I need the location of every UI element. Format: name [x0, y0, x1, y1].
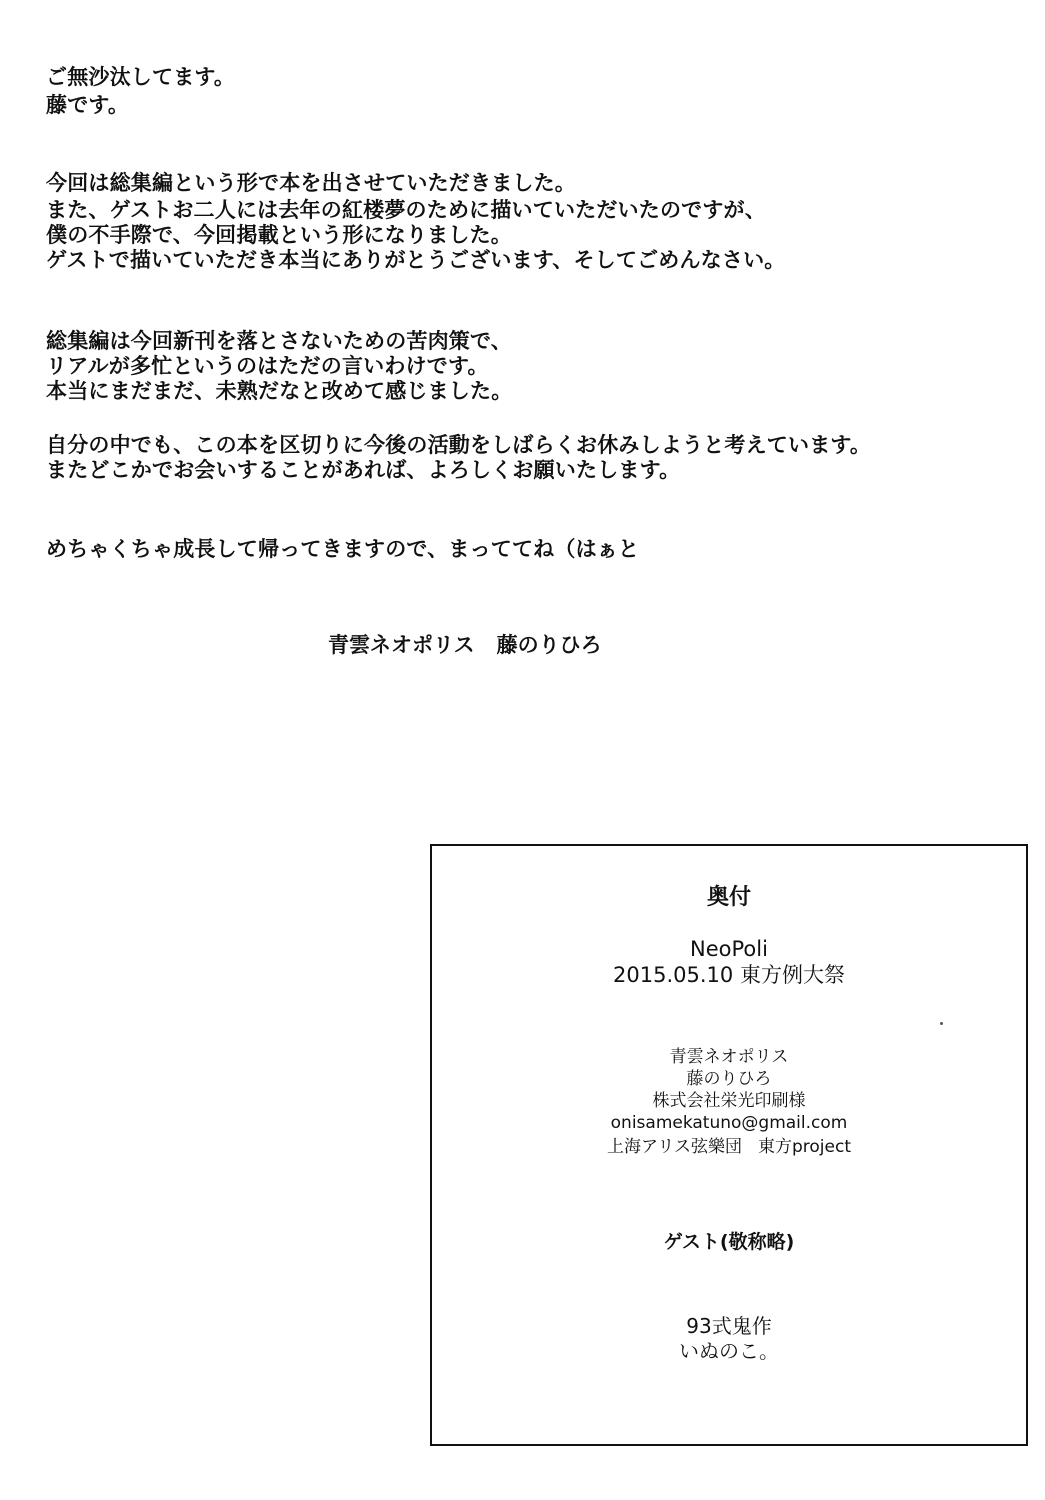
- colophon-title: 奥付: [706, 885, 751, 910]
- afterword-line: また、ゲストお二人には去年の紅楼夢のために描いていただいたのですが、: [46, 198, 766, 222]
- signature-author: 藤のりひろ: [496, 633, 602, 657]
- rights-line: [432, 1136, 1026, 1158]
- rights-project: 東方project: [757, 1137, 851, 1157]
- contact-email: onisamekatuno@gmail.com: [610, 1113, 848, 1133]
- afterword-line: リアルが多忙というのはただの言いわけです。: [46, 354, 489, 378]
- signature: [328, 632, 602, 658]
- afterword-line: 本当にまだまだ、未熟だなと改めて感じました。: [46, 379, 513, 403]
- afterword-line: 総集編は今回新刊を落とさないための苦肉策で、: [46, 329, 512, 353]
- event-date: 2015.05.10 東方例大祭: [613, 963, 845, 987]
- guest-name: 93式鬼作: [686, 1314, 772, 1338]
- guest-heading: ゲスト(敬称略): [663, 1231, 795, 1253]
- print-speck: [940, 1022, 943, 1025]
- afterword-line: 今回は総集編という形で本を出させていただきました。: [46, 171, 576, 195]
- afterword-line: 僕の不手際で、今回掲載という形になりました。: [46, 223, 512, 247]
- signature-circle: 青雲ネオポリス: [328, 633, 475, 657]
- printer-name: 株式会社栄光印刷様: [652, 1091, 806, 1111]
- book-title: NeoPoli: [690, 937, 768, 961]
- afterword-line: またどこかでお会いすることがあれば、よろしくお願いたします。: [46, 458, 681, 482]
- afterword-line: めちゃくちゃ成長して帰ってきますので、まっててね（はぁと: [46, 537, 640, 561]
- author-name: 藤のりひろ: [686, 1069, 772, 1089]
- afterword-line: ゲストで描いていただき本当にありがとうございます、そしてごめんなさい。: [46, 248, 786, 272]
- afterword-line: 藤です。: [46, 93, 130, 117]
- guest-name: いぬのこ。: [679, 1339, 779, 1363]
- circle-name: 青雲ネオポリス: [669, 1047, 789, 1067]
- colophon-box: [430, 844, 1028, 1446]
- afterword-line: 自分の中でも、この本を区切りに今後の活動をしばらくお休みしようと考えています。: [46, 433, 872, 457]
- afterword-line: ご無沙汰してます。: [46, 65, 236, 89]
- rights-holder: 上海アリス弦樂団: [607, 1137, 742, 1157]
